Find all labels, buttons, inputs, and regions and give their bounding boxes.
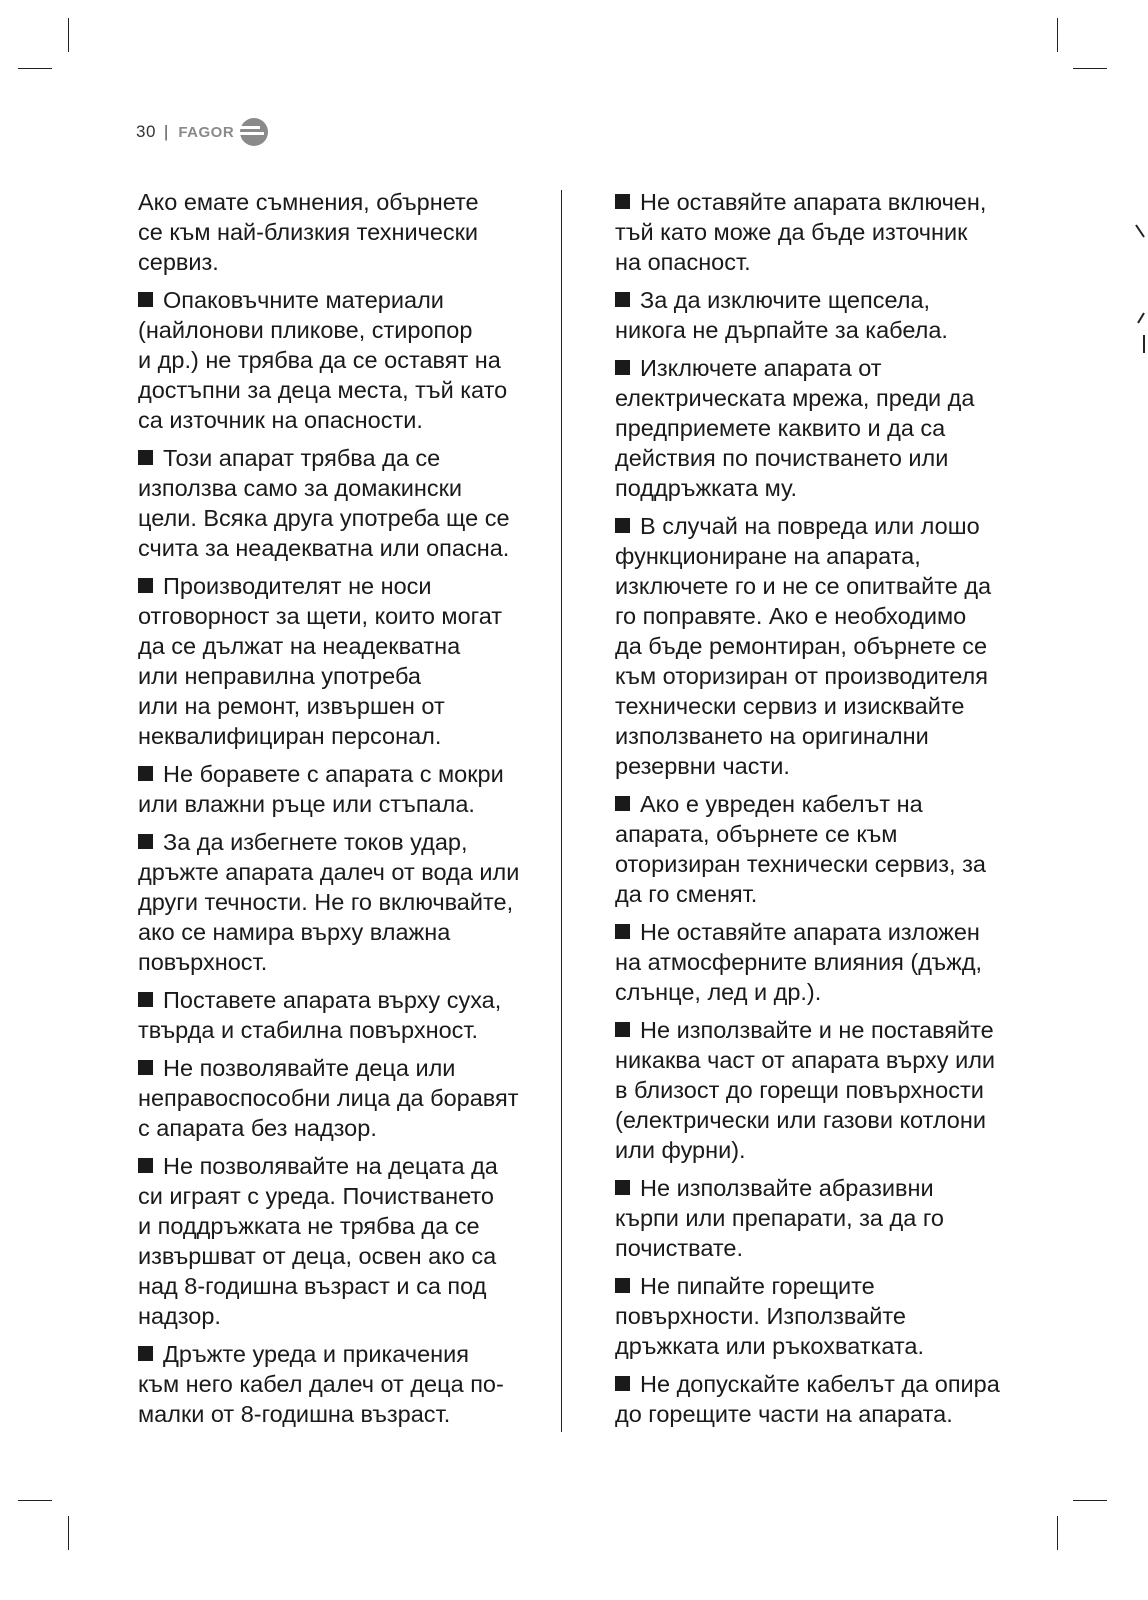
square-bullet-icon xyxy=(138,1060,153,1075)
crop-mark-bottom-right-horizontal xyxy=(1073,1500,1107,1501)
square-bullet-icon xyxy=(138,292,153,307)
square-bullet-icon xyxy=(615,518,630,533)
square-bullet-icon xyxy=(138,834,153,849)
list-item: Не допускайте кабелът да опира до горещите части на апарата. xyxy=(615,1371,1000,1427)
fagor-logo-icon xyxy=(238,117,270,147)
list-item: В случай на повреда или лошо функциониране на апарата, изключете го и не се опитвайте да го поправяте. Ако е необходимо да бъде ремонтиран, обърнете се към оторизиран от производителя технически сервиз и изисквайте използването на оригинални резервни части. xyxy=(615,513,992,779)
square-bullet-icon xyxy=(138,450,153,465)
brand-name: FAGOR xyxy=(178,123,235,141)
square-bullet-icon xyxy=(615,1376,630,1391)
square-bullet-icon xyxy=(615,194,630,209)
page-number: 30 xyxy=(136,122,156,141)
crop-mark-top-right-horizontal xyxy=(1073,68,1107,69)
square-bullet-icon xyxy=(615,1022,630,1037)
left-column xyxy=(138,187,530,1437)
square-bullet-icon xyxy=(138,1346,153,1361)
square-bullet-icon xyxy=(615,1180,630,1195)
square-bullet-icon xyxy=(615,924,630,939)
square-bullet-icon xyxy=(615,1278,630,1293)
list-item: За да изключите щепсела, никога не дърпайте за кабела. xyxy=(615,287,948,343)
list-item: Не оставяйте апарата включен, тъй като може да бъде източник на опасност. xyxy=(615,189,987,275)
list-item: Не боравете с апарата с мокри или влажни ръце или стъпала. xyxy=(138,761,504,817)
square-bullet-icon xyxy=(615,796,630,811)
right-column xyxy=(615,187,1015,1437)
list-item: Не пипайте горещите повърхности. Използвайте дръжката или ръкохватката. xyxy=(615,1273,924,1359)
list-item: Този апарат трябва да се използва само за домакински цели. Всяка друга употреба ще се счита за неадекватна или опасна. xyxy=(138,445,510,561)
list-item: Изключете апарата от електрическата мрежа, преди да предприемете каквито и да са действия по почистването или поддръжката му. xyxy=(615,355,975,501)
square-bullet-icon xyxy=(138,578,153,593)
crop-mark-top-left-vertical xyxy=(68,18,69,52)
list-item: Не позволявайте деца или неправоспособни лица да боравят с апарата без надзор. xyxy=(138,1055,519,1141)
list-item: Не оставяйте апарата изложен на атмосферните влияния (дъжд, слънце, лед и др.). xyxy=(615,919,983,1005)
list-item: Не позволявайте на децата да си играят с уреда. Почистването и поддръжката не трябва да се извършват от деца, освен ако са над 8-годишна възраст и са под надзор. xyxy=(138,1153,498,1329)
list-item: За да избегнете токов удар, дръжте апарата далеч от вода или други течности. Не го включвайте, ако се намира върху влажна повърхност. xyxy=(138,829,520,975)
crop-mark-top-left-horizontal xyxy=(18,68,52,69)
list-item: Ако е увреден кабелът на апарата, обърнете се към оторизиран технически сервиз, за да го сменят. xyxy=(615,791,986,907)
crop-mark-bottom-left-horizontal xyxy=(18,1500,52,1501)
list-item: Опаковъчните материали (найлонови пликове, стиропор и др.) не трябва да се оставят на достъпни за деца места, тъй като са източник на опасности. xyxy=(138,287,508,433)
page-header xyxy=(136,118,270,146)
list-item: Дръжте уреда и прикачения към него кабел далеч от деца по- малки от 8-годишна възраст. xyxy=(138,1341,504,1427)
crop-mark-bottom-right-vertical xyxy=(1057,1516,1058,1550)
crop-mark-bottom-left-vertical xyxy=(68,1516,69,1550)
square-bullet-icon xyxy=(138,766,153,781)
square-bullet-icon xyxy=(615,360,630,375)
square-bullet-icon xyxy=(615,292,630,307)
list-item: Производителят не носи отговорност за щети, които могат да се дължат на неадекватна или неправилна употреба или на ремонт, извършен от неквалифициран персонал. xyxy=(138,573,503,749)
header-separator: | xyxy=(163,122,169,141)
edge-registration-mark xyxy=(1118,215,1148,355)
square-bullet-icon xyxy=(138,992,153,1007)
list-item: Поставете апарата върху суха, твърда и стабилна повърхност. xyxy=(138,987,502,1043)
column-divider xyxy=(561,190,562,1432)
square-bullet-icon xyxy=(138,1158,153,1173)
intro-paragraph: Ако емате съмнения, обърнете се към най-близкия технически сервиз. xyxy=(138,189,479,275)
list-item: Не използвайте абразивни кърпи или препарати, за да го почиствате. xyxy=(615,1175,944,1261)
list-item: Не използвайте и не поставяйте никаква част от апарата върху или в близост до горещи повърхности (електрически или газови котлони или фурни). xyxy=(615,1017,996,1163)
crop-mark-top-right-vertical xyxy=(1057,18,1058,52)
